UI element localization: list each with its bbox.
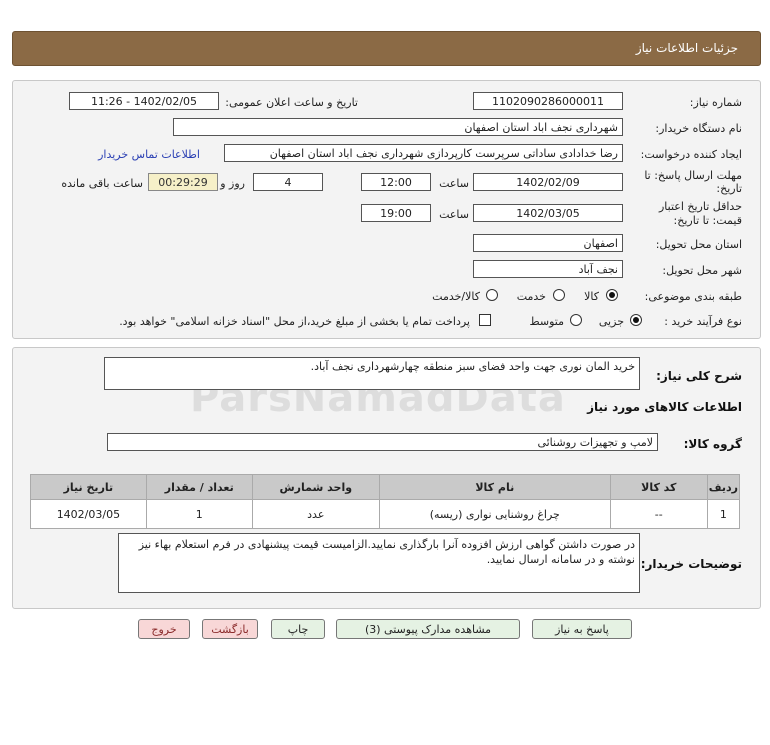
col-goods-code: کد کالا	[610, 475, 707, 500]
purchase-minor-label: جزیی	[598, 315, 624, 328]
need-number-field: 1102090286000011	[473, 92, 623, 110]
col-row-number: ردیف	[707, 475, 739, 500]
days-label: روز و	[220, 177, 245, 190]
cell-goods-name: چراغ روشنایی نواری (ریسه)	[379, 500, 610, 529]
category-service-radio[interactable]	[553, 289, 565, 301]
reply-time-label: ساعت	[439, 177, 469, 190]
delivery-province-label: استان محل تحویل:	[655, 238, 742, 251]
request-creator-label: ایجاد کننده درخواست:	[640, 148, 742, 161]
purchase-medium-label: متوسط	[529, 315, 564, 328]
col-need-date: تاریخ نیاز	[31, 475, 147, 500]
cell-row-number: 1	[707, 500, 739, 529]
col-goods-name: نام کالا	[379, 475, 610, 500]
need-number-label: شماره نیاز:	[689, 96, 742, 109]
validity-time-field: 19:00	[361, 204, 431, 222]
buyer-notes-field: در صورت داشتن گواهی ارزش افزوده آنرا بارگذاری نمایید.الزامیست قیمت پیشنهادی در فرم استعلام بهاء نیز نوشته و در سامانه ارسال نمایید.	[118, 533, 640, 593]
validity-date-field: 1402/03/05	[473, 204, 623, 222]
goods-table	[30, 474, 740, 529]
category-goods-label: کالا	[584, 290, 599, 303]
category-goods-service-label: کالا/خدمت	[432, 290, 480, 303]
page-title: جزئیات اطلاعات نیاز	[635, 41, 738, 55]
view-attachments-button[interactable]: مشاهده مدارک پیوستی (3)	[336, 619, 520, 639]
buyer-name-field: شهرداری نجف اباد استان اصفهان	[173, 118, 623, 136]
buyer-name-label: نام دستگاه خریدار:	[655, 122, 742, 135]
reply-to-need-button[interactable]: پاسخ به نیاز	[532, 619, 632, 639]
reply-deadline-label: مهلت ارسال پاسخ: تا	[644, 169, 742, 182]
reply-deadline-label-2: تاریخ:	[716, 182, 742, 195]
goods-group-label: گروه کالا:	[683, 437, 742, 451]
price-validity-label: حداقل تاریخ اعتبار	[658, 200, 742, 213]
delivery-province-field: اصفهان	[473, 234, 623, 252]
validity-time-label: ساعت	[439, 208, 469, 221]
category-goods-radio[interactable]	[606, 289, 618, 301]
announce-date-field: 1402/02/05 - 11:26	[69, 92, 219, 110]
page-header	[12, 31, 761, 66]
need-summary-label: شرح کلی نیاز:	[656, 369, 742, 383]
goods-info-title: اطلاعات کالاهای مورد نیاز	[587, 400, 742, 414]
reply-time-field: 12:00	[361, 173, 431, 191]
need-summary-field: خرید المان نوری جهت واحد فضای سبز منطقه چهارشهرداری نجف آباد.	[104, 357, 640, 390]
delivery-city-label: شهر محل تحویل:	[662, 264, 742, 277]
purchase-type-label: نوع فرآیند خرید :	[664, 315, 742, 328]
delivery-city-field: نجف آباد	[473, 260, 623, 278]
treasury-payment-note: پرداخت تمام یا بخشی از مبلغ خرید،از محل "اسناد خزانه اسلامی" خواهد بود.	[119, 315, 470, 328]
purchase-medium-radio[interactable]	[570, 314, 582, 326]
buyer-contact-link[interactable]: اطلاعات تماس خریدار	[98, 148, 200, 161]
category-label: طبقه بندی موضوعی:	[644, 290, 742, 303]
col-quantity: تعداد / مقدار	[146, 475, 252, 500]
exit-button[interactable]: خروج	[138, 619, 190, 639]
cell-goods-code: --	[610, 500, 707, 529]
table-header-row	[31, 475, 740, 500]
cell-quantity: 1	[146, 500, 252, 529]
treasury-payment-checkbox[interactable]	[479, 314, 491, 326]
reply-date-field: 1402/02/09	[473, 173, 623, 191]
cell-unit: عدد	[252, 500, 379, 529]
remaining-time-field: 00:29:29	[148, 173, 218, 191]
back-button[interactable]: بازگشت	[202, 619, 258, 639]
announce-date-label: تاریخ و ساعت اعلان عمومی:	[225, 96, 358, 109]
cell-need-date: 1402/03/05	[31, 500, 147, 529]
goods-group-field: لامپ و تجهیزات روشنائی	[107, 433, 658, 451]
purchase-minor-radio[interactable]	[630, 314, 642, 326]
price-validity-label-2: قیمت: تا تاریخ:	[673, 214, 742, 227]
table-row	[31, 500, 740, 529]
category-service-label: خدمت	[516, 290, 546, 303]
remaining-time-label: ساعت باقی مانده	[61, 177, 143, 190]
buyer-notes-label: توضیحات خریدار:	[640, 557, 742, 571]
print-button[interactable]: چاپ	[271, 619, 325, 639]
remaining-days-field: 4	[253, 173, 323, 191]
request-creator-field: رضا خدادادی ساداتی سرپرست کارپردازی شهرداری نجف اباد استان اصفهان	[224, 144, 623, 162]
col-unit: واحد شمارش	[252, 475, 379, 500]
category-goods-service-radio[interactable]	[486, 289, 498, 301]
